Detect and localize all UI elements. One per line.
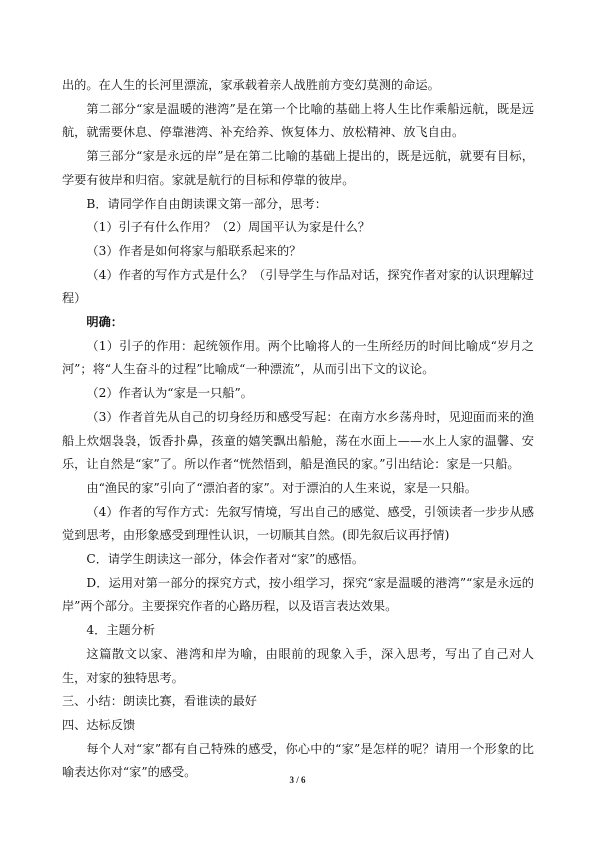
paragraph: （1）引子有什么作用？（2）周国平认为家是什么？ (86, 220, 371, 235)
paragraph: （4）作者的写作方式是什么？（引导学生与作品对话，探究作者对家的认识理解过程） (62, 267, 534, 306)
paragraph: D．运用对第一部分的探究方式，按小组学习，探究“家是温暖的港湾”“家是永远的岸”两个部分。主要探究作者的心路历程，以及语言表达效果。 (62, 575, 534, 614)
paragraph: B．请同学作自由朗读课文第一部分，思考： (86, 196, 327, 211)
paragraph: 每个人对“家”都有自己特殊的感受，你心中的“家”是怎样的呢？请用一个形象的比喻表达你对“家”的感受。 (62, 741, 534, 780)
paragraph: 明确： (86, 315, 123, 330)
paragraph: （3）作者首先从自己的切身经历和感受写起：在南方水乡荡舟时，见迎面而来的渔船上炊烟袅袅，饭香扑鼻，孩童的嬉笑飘出船舱，荡在水面上——水上人家的温馨、安乐，让自然是“家”了。所以作者“恍然悟到，船是渔民的家。”引出结论：家是一只船。 (62, 409, 534, 472)
paragraph: 出的。在人生的长河里漂流，家承载着亲人战胜前方变幻莫测的命运。 (62, 78, 440, 92)
paragraph: 第三部分“家是永远的岸”是在第二比喻的基础上提出的，既是远航，就要有目标，学要有彼岸和归宿。家就是航行的目标和停靠的彼岸。 (62, 149, 534, 187)
paragraph: （3）作者是如何将家与船联系起来的？ (86, 243, 302, 258)
paragraph: 三、小结：朗读比赛，看谁读的最好 (62, 694, 257, 709)
paragraph: （4）作者的写作方式：先叙写情境，写出自己的感觉、感受，引领读者一步步从感觉到思考，由形象感受到理性认识，一切顺其自然。(即先叙后议再抒情) (62, 504, 534, 543)
paragraph: （2）作者认为“家是一只船”。 (86, 386, 253, 401)
paragraph: 这篇散文以家、港湾和岸为喻，由眼前的现象入手，深入思考，写出了自己对人生，对家的独特思考。 (62, 646, 534, 685)
page-body (62, 74, 534, 785)
paragraph: C．请学生朗读这一部分，体会作者对“家”的感悟。 (86, 552, 365, 567)
paragraph: 4．主题分析 (86, 623, 156, 638)
paragraph: （1）引子的作用：起统领作用。两个比喻将人的一生所经历的时间比喻成“岁月之河”；将“人生奋斗的过程”比喻成“一种漂流”，从而引出下文的议论。 (62, 338, 534, 377)
paragraph: 四、达标反馈 (62, 717, 136, 732)
page-number: 3 / 6 (289, 775, 306, 785)
paragraph: 第二部分“家是温暖的港湾”是在第一个比喻的基础上将人生比作乘船远航，既是远航，就需要休息、停靠港湾、补充给养、恢复体力、放松精神、放飞自由。 (62, 101, 534, 140)
paragraph: 由“渔民的家”引向了“漂泊者的家”。对于漂泊的人生来说，家是一只船。 (86, 480, 477, 495)
